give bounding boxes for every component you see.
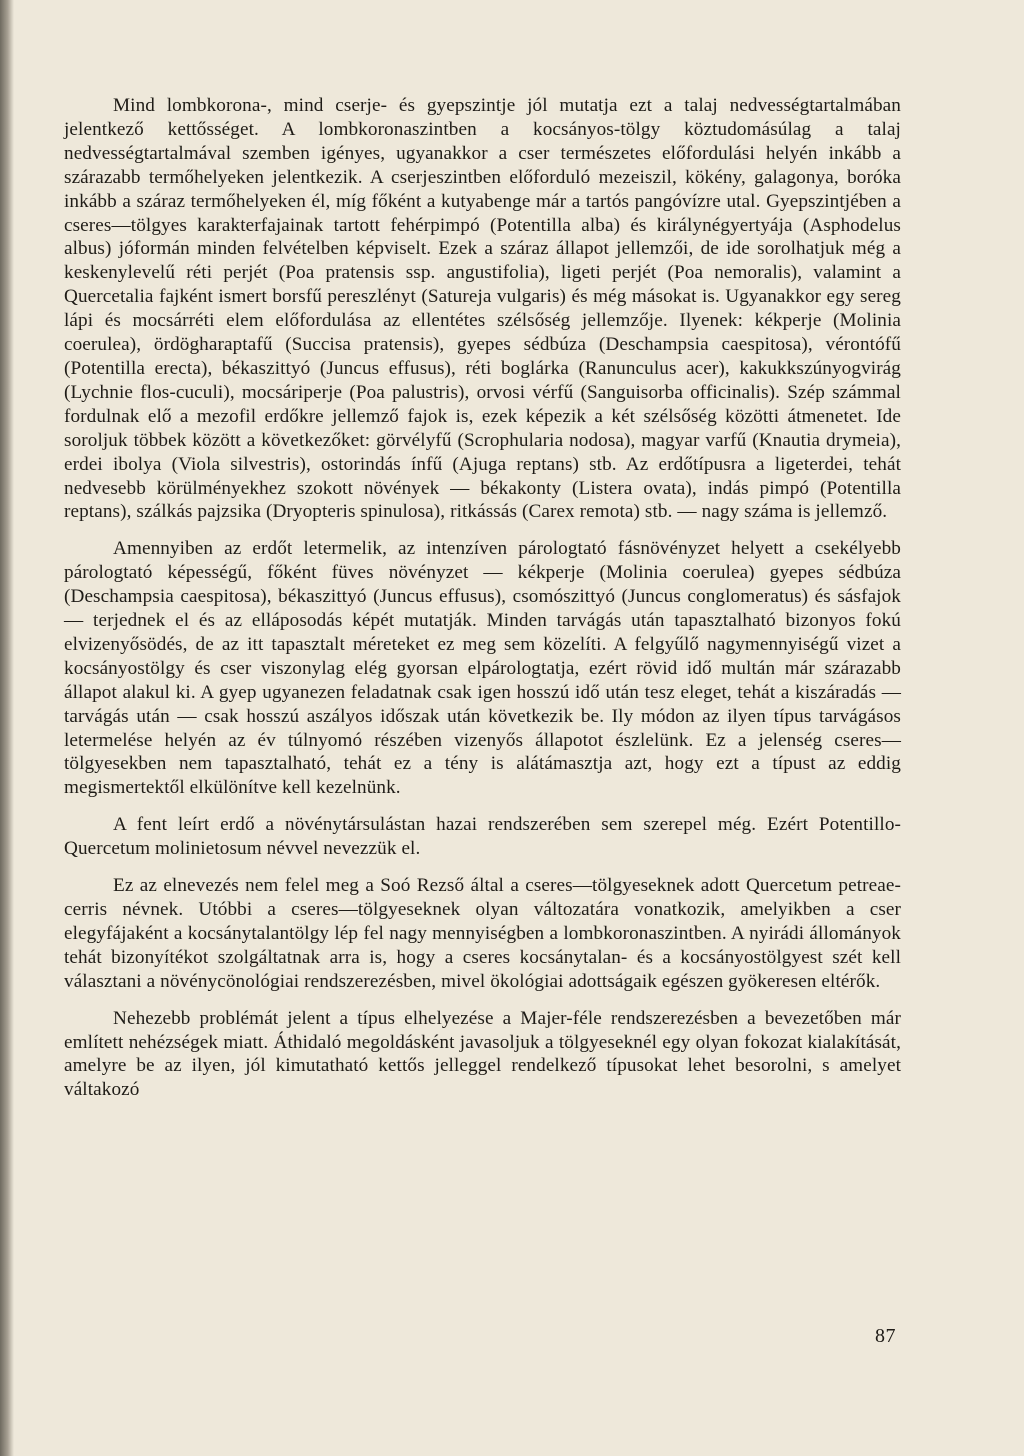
paragraph-2: Amennyiben az erdőt letermelik, az intenzíven párologtató fásnövényzet helyett a csekélyebb párologtató képességű, főként füves növényzet — kékperje (Molinia coerulea) gyepes sédbúza (Deschampsia caespitosa), békaszittyó (Juncus effusus), csomószittyó (Juncus conglomeratus) és sásfajok — terjednek el és az elláposodás képét mutatják. Minden tarvágás után tapasztalható bizonyos fokú elvizenyősödés, de az itt tapasztalt méreteket ez meg sem közelíti. A felgyűlő nagymennyiségű vizet a kocsányostölgy és cser viszonylag elég gyorsan elpárologtatja, ezért rövid idő multán már szárazabb állapot alakul ki. A gyep ugyanezen feladatnak csak igen hosszú idő után tesz eleget, tehát a kiszáradás — tarvágás után — csak hosszú aszályos időszak után következik be. Ily módon az ilyen típus tarvágásos letermelése helyén az év túlnyomó részében vizenyős állapotot észlelünk. Ez a jelenség cseres—tölgyesekben nem tapasztalható, tehát ez a tény is alátámasztja azt, hogy ezt a típust az eddig megismertektől elkülönítve kell kezelnünk.	[64, 538, 901, 799]
page-binding-shadow	[0, 0, 14, 1456]
body-text	[64, 94, 901, 1102]
paragraph-5: Nehezebb problémát jelent a típus elhelyezése a Majer-féle rendszerezésben a bevezetőben már említett nehézségek miatt. Áthidaló megoldásként javasoljuk a tölgyeseknél egy olyan fokozat kialakítását, amelyre be az ilyen, jól kimutatható kettős jelleggel rendelkező típusokat lehet besorolni, s amelyet váltakozó	[64, 1007, 901, 1101]
paragraph-3: A fent leírt erdő a növénytársulástan hazai rendszerében sem szerepel még. Ezért Potentillo-Quercetum molinietosum névvel nevezzük el.	[64, 814, 901, 860]
page-number: 87	[875, 1325, 896, 1347]
paragraph-1: Mind lombkorona-, mind cserje- és gyepszintje jól mutatja ezt a talaj nedvességtartalmában jelentkező kettősséget. A lombkoronaszintben a kocsányos-tölgy köztudomásúlag a talaj nedvességtartalmával szemben igényes, ugyanakkor a cser természetes előfordulási helyén inkább a szárazabb termőhelyeken jelentkezik. A cserjeszintben előforduló mezeiszil, kökény, galagonya, boróka inkább a száraz termőhelyeken él, míg főként a kutyabenge már a tartós pangóvízre utal. Gyepszintjében a cseres—tölgyes karakterfajainak tartott fehérpimpó (Potentilla alba) és királynégyertyája (Asphodelus albus) jóformán minden felvételben képviselt. Ezek a száraz állapot jellemzői, de ide sorolhatjuk még a keskenylevelű réti perjét (Poa pratensis ssp. angustifolia), ligeti perjét (Poa nemoralis), valamint a Quercetalia fajként ismert borsfű pereszlényt (Satureja vulgaris) és még másokat is. Ugyanakkor egy sereg lápi és mocsárréti elem előfordulása az ellentétes szélsőség jellemzője. Ilyenek: kékperje (Molinia coerulea), ördögharaptafű (Succisa pratensis), gyepes sédbúza (Deschampsia caespitosa), vérontófű (Potentilla erecta), békaszittyó (Juncus effusus), réti boglárka (Ranunculus acer), kakukkszúnyogvirág (Lychnie flos-cuculi), mocsáriperje (Poa palustris), orvosi vérfű (Sanguisorba officinalis). Szép számmal fordulnak elő a mezofil erdőkre jellemző fajok is, ezek képezik a két szélsőség közötti átmenetet. Ide soroljuk többek között a következőket: görvélyfű (Scrophularia nodosa), magyar varfű (Knautia drymeia), erdei ibolya (Viola silvestris), ostorindás ínfű (Ajuga reptans) stb. Az erdőtípusra a ligeterdei, tehát nedvesebb körülményekhez szokott növények — békakonty (Listera ovata), indás pimpó (Potentilla reptans), szálkás pajzsika (Dryopteris spinulosa), ritkássás (Carex remota) stb. — nagy száma is jellemző.	[64, 95, 901, 523]
paragraph-4: Ez az elnevezés nem felel meg a Soó Rezső által a cseres—tölgyeseknek adott Quercetum petreae-cerris névnek. Utóbbi a cseres—tölgyeseknek olyan változatára vonatkozik, amelyikben a cser elegyfájaként a kocsánytalantölgy lép fel nagy mennyiségben a lombkoronaszintben. A nyirádi állományok tehát bizonyítékot szolgáltatnak arra is, hogy a cseres kocsánytalan- és a kocsányostölgyest szét kell választani a növénycönológiai rendszerezésben, mivel ökológiai adottságaik egészen gyökeresen eltérők.	[64, 875, 901, 992]
